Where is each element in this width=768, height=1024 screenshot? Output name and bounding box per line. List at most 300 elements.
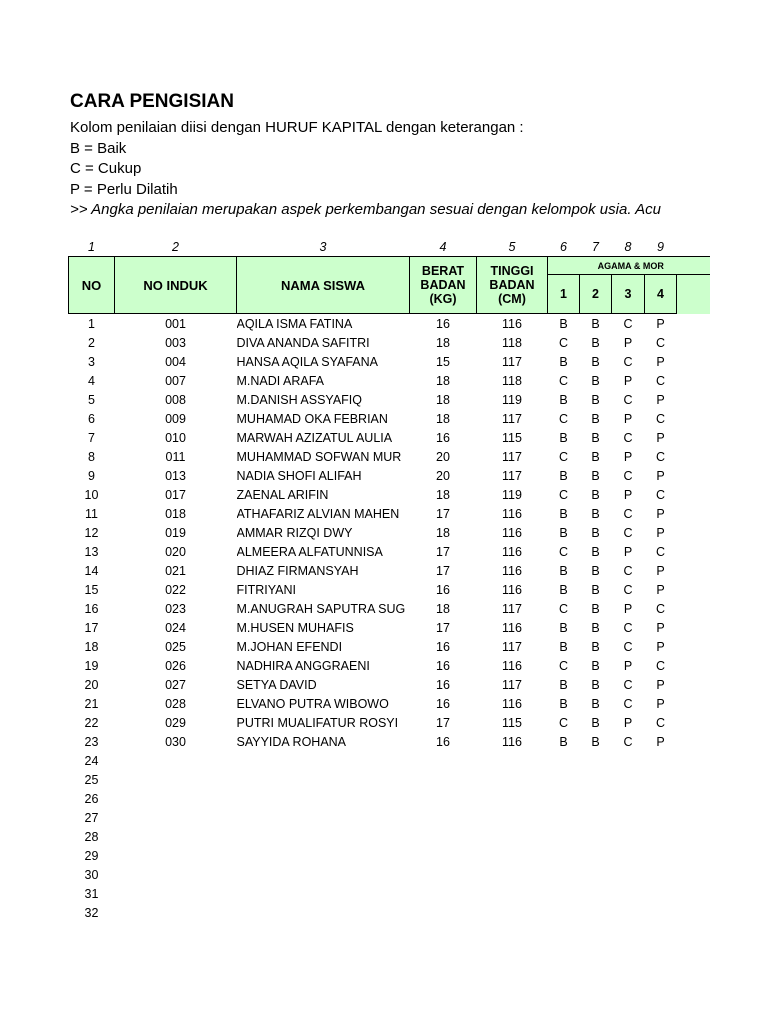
row-nama: NADIA SHOFI ALIFAH: [236, 468, 362, 483]
row-nilai-3: P: [623, 335, 633, 350]
row-nama: ALMEERA ALFATUNNISA: [236, 544, 383, 559]
row-nilai-1: B: [559, 620, 568, 635]
row-nilai-1: B: [559, 582, 568, 597]
row-no-induk: [115, 827, 237, 846]
row-nilai-1: B: [559, 430, 568, 445]
row-tinggi: [477, 770, 548, 789]
row-nilai-1: B: [559, 468, 568, 483]
row-nilai-4: P: [656, 354, 665, 369]
row-tinggi: 117: [502, 449, 522, 464]
row-spacer: [677, 618, 710, 637]
row-nilai-2: B: [591, 354, 600, 369]
row-berat: 16: [436, 582, 450, 597]
row-berat: 18: [436, 601, 450, 616]
table-row: [69, 333, 710, 352]
row-nama: PUTRI MUALIFATUR ROSYI: [236, 715, 399, 730]
row-spacer: [677, 409, 710, 428]
row-nilai-3: C: [623, 525, 633, 540]
row-no: 12: [84, 525, 99, 540]
row-tinggi: 115: [502, 430, 522, 445]
row-nilai-2: B: [591, 487, 600, 502]
row-nilai-4: [645, 827, 677, 846]
row-berat: 18: [436, 392, 450, 407]
row-nilai-3: C: [623, 582, 633, 597]
row-spacer: [677, 713, 710, 732]
row-nilai-1: [548, 770, 580, 789]
row-nilai-3: [612, 751, 645, 770]
row-no: 20: [84, 677, 99, 692]
row-nilai-4: C: [655, 544, 666, 559]
table-row: [69, 865, 710, 884]
row-berat: 20: [436, 449, 450, 464]
row-nilai-3: C: [623, 392, 633, 407]
header-berat-line: BADAN: [420, 278, 466, 292]
row-nama: [237, 827, 410, 846]
row-nama: M.JOHAN EFENDI: [236, 639, 343, 654]
row-nilai-1: C: [558, 487, 569, 502]
row-no: 29: [84, 848, 99, 863]
row-no-induk: 009: [165, 411, 186, 426]
header-agama-sub-4: 4: [645, 275, 677, 314]
column-number: 1: [88, 240, 95, 254]
row-tinggi: [477, 789, 548, 808]
row-nama: MUHAMAD OKA FEBRIAN: [236, 411, 388, 426]
row-nilai-3: C: [623, 468, 633, 483]
row-nilai-3: C: [623, 639, 633, 654]
row-no-induk: 010: [165, 430, 186, 445]
row-no-induk: 021: [165, 563, 186, 578]
row-spacer: [677, 789, 710, 808]
row-nilai-1: B: [559, 677, 568, 692]
row-nilai-1: [548, 846, 580, 865]
row-nilai-2: [580, 903, 612, 922]
row-nama: [237, 865, 410, 884]
row-nilai-2: B: [591, 620, 600, 635]
table-row: [69, 599, 710, 618]
row-nilai-4: C: [655, 335, 666, 350]
row-nilai-4: C: [655, 487, 666, 502]
row-no-induk: 013: [165, 468, 186, 483]
header-berat-line: BERAT: [421, 264, 465, 278]
row-spacer: [677, 333, 710, 352]
row-nilai-3: C: [623, 620, 633, 635]
table-row: [69, 751, 710, 770]
row-berat: 15: [436, 354, 450, 369]
column-number: 3: [319, 240, 327, 254]
legend-cukup: C = Cukup: [70, 160, 142, 178]
row-nama: MARWAH AZIZATUL AULIA: [236, 430, 393, 445]
row-nilai-3: P: [623, 449, 633, 464]
row-no: 11: [85, 506, 98, 521]
row-nama: ZAENAL ARIFIN: [236, 487, 329, 502]
row-no: 25: [84, 772, 99, 787]
row-tinggi: 116: [502, 525, 522, 540]
table-row: [69, 846, 710, 865]
row-spacer: [677, 466, 710, 485]
row-spacer: [677, 770, 710, 789]
header-no: NO: [69, 257, 115, 314]
row-nilai-2: B: [591, 696, 600, 711]
row-nilai-3: P: [623, 411, 633, 426]
row-nilai-3: [612, 903, 645, 922]
column-number: 5: [508, 240, 516, 254]
row-nilai-1: C: [558, 658, 569, 673]
row-no-induk: 007: [165, 373, 186, 388]
row-nama: M.NADI ARAFA: [236, 373, 325, 388]
row-nilai-3: C: [623, 354, 633, 369]
row-nilai-3: [612, 846, 645, 865]
row-nilai-1: B: [559, 563, 568, 578]
row-nilai-1: B: [559, 506, 568, 521]
row-nilai-2: B: [591, 544, 600, 559]
row-tinggi: 117: [502, 639, 522, 654]
row-nilai-1: B: [559, 316, 568, 331]
row-nilai-2: B: [591, 582, 600, 597]
row-berat: 20: [436, 468, 450, 483]
row-no-induk: 018: [165, 506, 186, 521]
row-berat: 17: [436, 620, 450, 635]
header-tinggi-line: (CM): [498, 292, 526, 306]
row-tinggi: 116: [502, 582, 522, 597]
row-nilai-2: B: [591, 506, 600, 521]
row-spacer: [677, 580, 710, 599]
row-no: 9: [88, 468, 95, 483]
row-nama: AQILA ISMA FATINA: [236, 316, 353, 331]
table-row: [69, 789, 710, 808]
row-spacer: [677, 751, 710, 770]
row-tinggi: 116: [502, 506, 522, 521]
row-nama: M.ANUGRAH SAPUTRA SUG: [236, 601, 406, 616]
row-no-induk: 004: [165, 354, 186, 369]
row-no-induk: [115, 770, 237, 789]
row-spacer: [677, 428, 710, 447]
row-tinggi: 116: [502, 620, 522, 635]
row-nilai-3: [612, 808, 645, 827]
row-tinggi: 118: [502, 335, 522, 350]
row-nilai-3: C: [623, 430, 633, 445]
table-row: [69, 884, 710, 903]
column-number: 9: [657, 240, 664, 254]
row-no: 18: [84, 639, 99, 654]
row-nilai-2: B: [591, 601, 600, 616]
row-spacer: [677, 314, 710, 334]
header-nama-siswa: NAMA SISWA: [237, 257, 410, 314]
row-tinggi: 116: [502, 544, 522, 559]
row-no: 32: [84, 905, 99, 920]
row-no: 2: [88, 335, 95, 350]
header-row-top: [69, 257, 710, 275]
row-nama: [237, 846, 410, 865]
row-spacer: [677, 656, 710, 675]
header-tinggi-badan: [477, 257, 548, 314]
row-no-induk: 029: [165, 715, 186, 730]
row-nilai-1: C: [558, 715, 569, 730]
row-no: 19: [84, 658, 99, 673]
row-nama: [237, 884, 410, 903]
row-nilai-4: P: [656, 639, 665, 654]
table-row: [69, 903, 710, 922]
table-row: [69, 808, 710, 827]
row-no-induk: 008: [165, 392, 186, 407]
row-no-induk: [115, 884, 237, 903]
row-berat: [410, 865, 477, 884]
row-no-induk: [115, 903, 237, 922]
table-row: [69, 371, 710, 390]
row-spacer: [677, 675, 710, 694]
row-no: 4: [88, 373, 95, 388]
row-berat: 18: [436, 373, 450, 388]
row-tinggi: 116: [502, 316, 522, 331]
row-tinggi: 117: [502, 354, 522, 369]
row-nilai-4: [645, 884, 677, 903]
row-nilai-4: C: [655, 601, 666, 616]
row-nilai-1: B: [559, 696, 568, 711]
row-tinggi: 116: [502, 658, 522, 673]
row-nilai-3: P: [623, 373, 633, 388]
column-number: 2: [172, 240, 179, 254]
row-no-induk: 028: [165, 696, 186, 711]
legend-perlu-dilatih: P = Perlu Dilatih: [70, 180, 178, 198]
row-nilai-4: P: [656, 620, 665, 635]
row-no-induk: 011: [165, 449, 186, 464]
row-berat: 16: [436, 430, 450, 445]
row-nilai-3: P: [623, 601, 633, 616]
row-berat: [410, 903, 477, 922]
instructions-title: CARA PENGISIAN: [70, 91, 234, 112]
column-number: 7: [592, 240, 599, 254]
row-berat: 16: [436, 734, 450, 749]
row-no: 3: [88, 354, 95, 369]
row-nilai-1: C: [558, 449, 569, 464]
row-spacer: [677, 371, 710, 390]
row-nilai-1: B: [559, 525, 568, 540]
row-nilai-2: B: [591, 734, 600, 749]
row-tinggi: 119: [502, 392, 522, 407]
row-no: 24: [84, 753, 99, 768]
row-nilai-1: C: [558, 335, 569, 350]
row-nilai-2: B: [591, 677, 600, 692]
row-nilai-4: P: [656, 392, 665, 407]
row-no-induk: 027: [165, 677, 186, 692]
row-nilai-2: B: [591, 639, 600, 654]
row-spacer: [677, 884, 710, 903]
row-nilai-4: [645, 770, 677, 789]
row-nilai-4: [645, 751, 677, 770]
row-nilai-2: B: [591, 525, 600, 540]
row-nilai-4: P: [656, 525, 665, 540]
row-nilai-3: C: [623, 316, 633, 331]
header-fill: [677, 275, 710, 314]
row-no-induk: 024: [165, 620, 186, 635]
table-row: [69, 618, 710, 637]
row-berat: 16: [436, 639, 450, 654]
table-row: [69, 428, 710, 447]
instructions-block: [70, 90, 680, 221]
row-nilai-3: C: [623, 696, 633, 711]
row-no: 5: [88, 392, 95, 407]
row-no: 7: [88, 430, 95, 445]
row-no-induk: 025: [165, 639, 186, 654]
row-tinggi: [477, 751, 548, 770]
row-nilai-1: C: [558, 601, 569, 616]
row-no: 6: [88, 411, 95, 426]
row-nilai-2: [580, 808, 612, 827]
table-row: [69, 561, 710, 580]
table-row: [69, 390, 710, 409]
row-tinggi: 117: [502, 677, 522, 692]
row-nama: MUHAMMAD SOFWAN MUR: [236, 449, 402, 464]
row-no: 10: [84, 487, 99, 502]
row-berat: 18: [436, 411, 450, 426]
row-tinggi: 117: [502, 468, 522, 483]
table-row: [69, 675, 710, 694]
row-nama: [237, 770, 410, 789]
row-tinggi: [477, 846, 548, 865]
table-row: [69, 352, 710, 371]
row-nilai-2: [580, 789, 612, 808]
row-spacer: [677, 390, 710, 409]
row-nilai-4: P: [656, 563, 665, 578]
row-no: 8: [88, 449, 95, 464]
row-nilai-4: P: [656, 468, 665, 483]
row-berat: 16: [436, 316, 450, 331]
row-no-induk: [115, 846, 237, 865]
row-spacer: [677, 846, 710, 865]
row-nilai-3: [612, 865, 645, 884]
row-nilai-3: C: [623, 677, 633, 692]
row-nama: DHIAZ FIRMANSYAH: [236, 563, 359, 578]
row-nilai-2: B: [591, 468, 600, 483]
row-nilai-4: [645, 865, 677, 884]
row-nama: SAYYIDA ROHANA: [236, 734, 347, 749]
row-spacer: [677, 865, 710, 884]
row-nilai-2: [580, 827, 612, 846]
row-no-induk: 017: [165, 487, 186, 502]
row-nama: M.HUSEN MUHAFIS: [236, 620, 354, 635]
row-no-induk: 003: [165, 335, 186, 350]
row-spacer: [677, 732, 710, 751]
row-nilai-4: [645, 846, 677, 865]
row-spacer: [677, 447, 710, 466]
row-nilai-1: B: [559, 392, 568, 407]
row-spacer: [677, 485, 710, 504]
student-rows: [69, 314, 710, 923]
row-nilai-2: B: [591, 392, 600, 407]
row-spacer: [677, 827, 710, 846]
header-no-induk: NO INDUK: [115, 257, 237, 314]
row-nilai-2: [580, 770, 612, 789]
header-agama-sub-2: 2: [580, 275, 612, 314]
row-berat: 16: [436, 658, 450, 673]
row-nilai-4: C: [655, 449, 666, 464]
row-berat: 17: [436, 506, 450, 521]
row-nilai-1: [548, 865, 580, 884]
row-no-induk: 026: [165, 658, 186, 673]
row-nilai-3: [612, 827, 645, 846]
row-nilai-3: C: [623, 506, 633, 521]
row-nama: HANSA AQILA SYAFANA: [236, 354, 378, 369]
row-berat: [410, 827, 477, 846]
row-spacer: [677, 637, 710, 656]
row-tinggi: 117: [502, 411, 522, 426]
row-no-induk: [115, 808, 237, 827]
row-spacer: [677, 523, 710, 542]
row-tinggi: 116: [502, 696, 522, 711]
row-no-induk: 030: [165, 734, 186, 749]
row-no: 1: [88, 316, 95, 331]
row-nama: SETYA DAVID: [236, 677, 317, 692]
header-agama-moral: AGAMA & MOR: [548, 257, 710, 275]
row-nilai-2: B: [591, 449, 600, 464]
row-nilai-1: B: [559, 734, 568, 749]
row-no: 22: [84, 715, 99, 730]
row-nilai-4: C: [655, 715, 666, 730]
table-row: [69, 447, 710, 466]
row-no: 23: [84, 734, 99, 749]
row-nilai-4: P: [656, 582, 665, 597]
row-nilai-2: B: [591, 715, 600, 730]
row-nama: [237, 903, 410, 922]
column-number: 4: [439, 240, 447, 254]
table-row: [69, 504, 710, 523]
row-no-induk: [115, 865, 237, 884]
row-nilai-2: [580, 884, 612, 903]
row-no: 14: [84, 563, 99, 578]
row-nilai-1: [548, 751, 580, 770]
row-nilai-1: [548, 884, 580, 903]
table-row: [69, 523, 710, 542]
row-no: 27: [84, 810, 99, 825]
row-tinggi: 116: [502, 563, 522, 578]
row-nilai-1: C: [558, 544, 569, 559]
row-nama: ELVANO PUTRA WIBOWO: [236, 696, 389, 711]
row-spacer: [677, 808, 710, 827]
row-berat: 17: [436, 563, 450, 578]
row-nilai-3: [612, 770, 645, 789]
row-no-induk: 022: [165, 582, 186, 597]
row-spacer: [677, 542, 710, 561]
row-nilai-2: B: [591, 430, 600, 445]
column-number-blank: [677, 238, 710, 257]
row-no: 31: [84, 886, 99, 901]
row-nilai-4: [645, 808, 677, 827]
table-row: [69, 580, 710, 599]
row-nilai-3: P: [623, 715, 633, 730]
row-no-induk: 023: [165, 601, 186, 616]
row-nilai-2: B: [591, 373, 600, 388]
row-no-induk: [115, 751, 237, 770]
row-tinggi: 115: [502, 715, 522, 730]
row-nama: [237, 789, 410, 808]
row-nama: NADHIRA ANGGRAENI: [236, 658, 370, 673]
table-row: [69, 542, 710, 561]
row-spacer: [677, 352, 710, 371]
row-no: 17: [84, 620, 99, 635]
row-spacer: [677, 504, 710, 523]
row-nilai-4: [645, 903, 677, 922]
row-nilai-1: B: [559, 639, 568, 654]
table-row: [69, 656, 710, 675]
row-tinggi: 118: [502, 373, 522, 388]
row-nama: ATHAFARIZ ALVIAN MAHEN: [236, 506, 400, 521]
row-berat: 16: [436, 677, 450, 692]
row-nilai-1: C: [558, 373, 569, 388]
table-row: [69, 732, 710, 751]
row-nilai-3: P: [623, 658, 633, 673]
table-row: [69, 466, 710, 485]
column-number: 8: [624, 240, 632, 254]
header-tinggi-line: TINGGI: [490, 264, 534, 278]
